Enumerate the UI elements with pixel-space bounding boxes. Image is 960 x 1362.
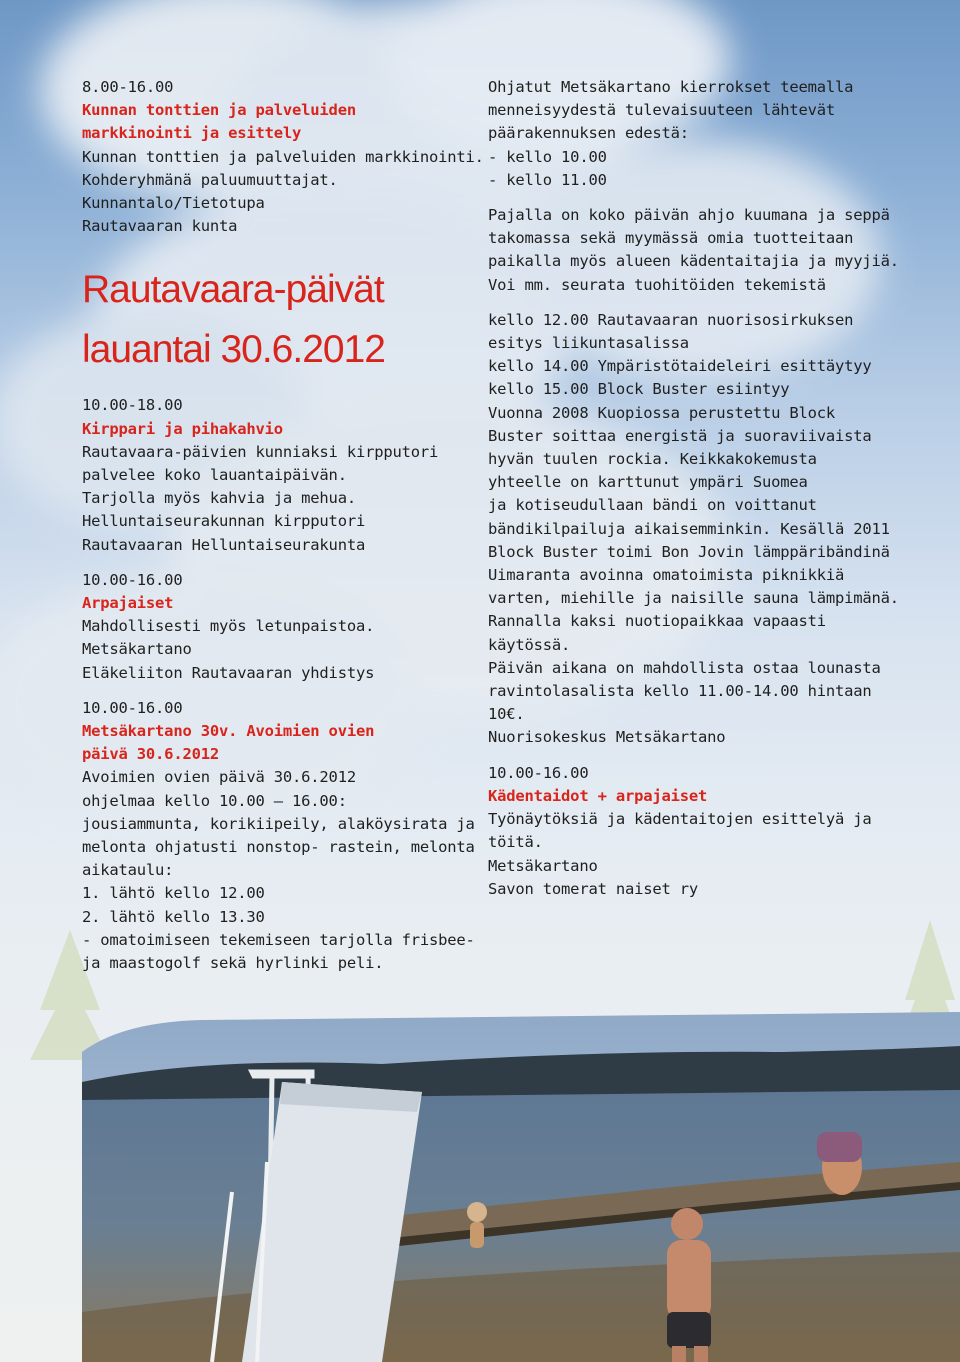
event-time: 10.00-16.00 xyxy=(488,763,589,782)
paragraph-paja xyxy=(488,204,898,297)
page-date: lauantai 30.6.2012 xyxy=(82,328,385,372)
event-time: 8.00-16.00 xyxy=(82,78,174,96)
event-organizer: Rautavaaran kunta xyxy=(82,217,238,236)
page-heading xyxy=(82,260,472,380)
text-line: Voi mm. seurata tuohitöiden tekemistä xyxy=(488,275,826,294)
text-line: Block Buster toimi Bon Jovin lämppäribändinä xyxy=(488,542,890,561)
event-text: palvelee koko lauantaipäivän. xyxy=(82,466,347,485)
event-time: 10.00-18.00 xyxy=(82,396,183,415)
text-line: bändikilpailuja aikaisemminkin. Kesällä 2011 xyxy=(488,519,890,538)
event-text: ohjelmaa kello 10.00 – 16.00: xyxy=(82,791,347,810)
event-text: Työnäytöksiä ja kädentaitojen esittelyä ja xyxy=(488,810,872,829)
text-line: - kello 10.00 xyxy=(488,147,607,166)
event-title: Kädentaidot + arpajaiset xyxy=(488,786,708,805)
text-line: Rannalla kaksi nuotiopaikkaa vapaasti xyxy=(488,612,826,631)
event-text: Kohderyhmänä paluumuuttajat. xyxy=(82,170,338,189)
event-text: 1. lähtö kello 12.00 xyxy=(82,884,265,903)
paragraph-ohjelma xyxy=(488,309,898,750)
event-text: Mahdollisesti myös letunpaistoa. xyxy=(82,617,375,636)
event-organizer: Savon tomerat naiset ry xyxy=(488,879,699,898)
event-text: 2. lähtö kello 13.30 xyxy=(82,907,265,926)
event-title: markkinointi ja esittely xyxy=(82,124,302,143)
text-line: - kello 11.00 xyxy=(488,170,607,189)
lake-photo xyxy=(82,1012,960,1362)
text-line: Pajalla on koko päivän ahjo kuumana ja seppä xyxy=(488,206,890,225)
event-block-arpajaiset xyxy=(82,569,472,685)
text-line: Buster soittaa energistä ja suoraviivaista xyxy=(488,426,872,445)
event-title: päivä 30.6.2012 xyxy=(82,745,219,764)
event-block-markkinointi xyxy=(82,76,484,238)
event-location: Metsäkartano xyxy=(82,640,192,659)
event-text: melonta ohjatusti nonstop- rastein, melonta xyxy=(82,838,475,857)
event-location: Kunnantalo/Tietotupa xyxy=(82,194,265,213)
text-line: 10€. xyxy=(488,705,525,724)
event-location: Metsäkartano xyxy=(488,856,598,875)
text-line: Nuorisokeskus Metsäkartano xyxy=(488,728,726,747)
event-title: Kirppari ja pihakahvio xyxy=(82,419,283,438)
text-line: päärakennuksen edestä: xyxy=(488,124,689,143)
event-text: aikataulu: xyxy=(82,861,174,880)
text-line: varten, miehille ja naisille sauna lämpimänä. xyxy=(488,589,899,608)
text-line: kello 12.00 Rautavaaran nuorisosirkuksen xyxy=(488,310,854,329)
event-text: ja maastogolf sekä hyrlinki peli. xyxy=(82,954,384,973)
text-line: esitys liikuntasalissa xyxy=(488,334,689,353)
event-text: Avoimien ovien päivä 30.6.2012 xyxy=(82,768,356,787)
event-text: Rautavaara-päivien kunniaksi kirpputori xyxy=(82,442,439,461)
event-text: jousiammunta, korikiipeily, alaköysirata ja xyxy=(82,814,475,833)
text-line: käytössä. xyxy=(488,635,571,654)
event-text: - omatoimiseen tekemiseen tarjolla frisbee- xyxy=(82,930,475,949)
event-title: Kunnan tonttien ja palveluiden xyxy=(82,101,356,120)
event-organizer: Rautavaaran Helluntaiseurakunta xyxy=(82,535,366,554)
text-line: Ohjatut Metsäkartano kierrokset teemalla xyxy=(488,78,854,96)
text-line: ravintolasalista kello 11.00-14.00 hintaan xyxy=(488,682,872,701)
text-line: takomassa sekä myymässä omia tuotteitaan xyxy=(488,229,854,248)
event-block-kirppari xyxy=(82,394,472,556)
text-line: kello 14.00 Ympäristötaideleiri esittäytyy xyxy=(488,357,872,376)
text-line: yhteelle on karttunut ympäri Suomea xyxy=(488,473,808,492)
event-block-kadentaidot xyxy=(488,762,898,901)
event-title: Metsäkartano 30v. Avoimien ovien xyxy=(82,722,375,741)
text-line: paikalla myös alueen kädentaitajia ja myyjiä. xyxy=(488,252,899,271)
event-time: 10.00-16.00 xyxy=(82,698,183,717)
left-column xyxy=(82,76,484,975)
text-line: hyvän tuulen rockia. Keikkakokemusta xyxy=(488,450,817,469)
event-text: Kunnan tonttien ja palveluiden markkinointi. xyxy=(82,147,484,166)
text-line: Vuonna 2008 Kuopiossa perustettu Block xyxy=(488,403,836,422)
event-text: Helluntaiseurakunnan kirpputori xyxy=(82,512,366,531)
event-time: 10.00-16.00 xyxy=(82,570,183,589)
event-organizer: Eläkeliiton Rautavaaran yhdistys xyxy=(82,663,375,682)
text-line: menneisyydestä tulevaisuuteen lähtevät xyxy=(488,101,836,120)
page-title: Rautavaara-päivät xyxy=(82,268,384,312)
right-column xyxy=(488,76,898,901)
event-block-metsakartano xyxy=(82,697,475,975)
event-title: Arpajaiset xyxy=(82,594,174,613)
text-line: Päivän aikana on mahdollista ostaa lounasta xyxy=(488,658,881,677)
text-line: kello 15.00 Block Buster esiintyy xyxy=(488,380,790,399)
paragraph-kierrokset xyxy=(488,76,898,192)
event-text: töitä. xyxy=(488,833,543,852)
event-text: Tarjolla myös kahvia ja mehua. xyxy=(82,489,356,508)
text-line: ja kotiseudullaan bändi on voittanut xyxy=(488,496,817,515)
text-line: Uimaranta avoinna omatoimista piknikkiä xyxy=(488,566,845,585)
